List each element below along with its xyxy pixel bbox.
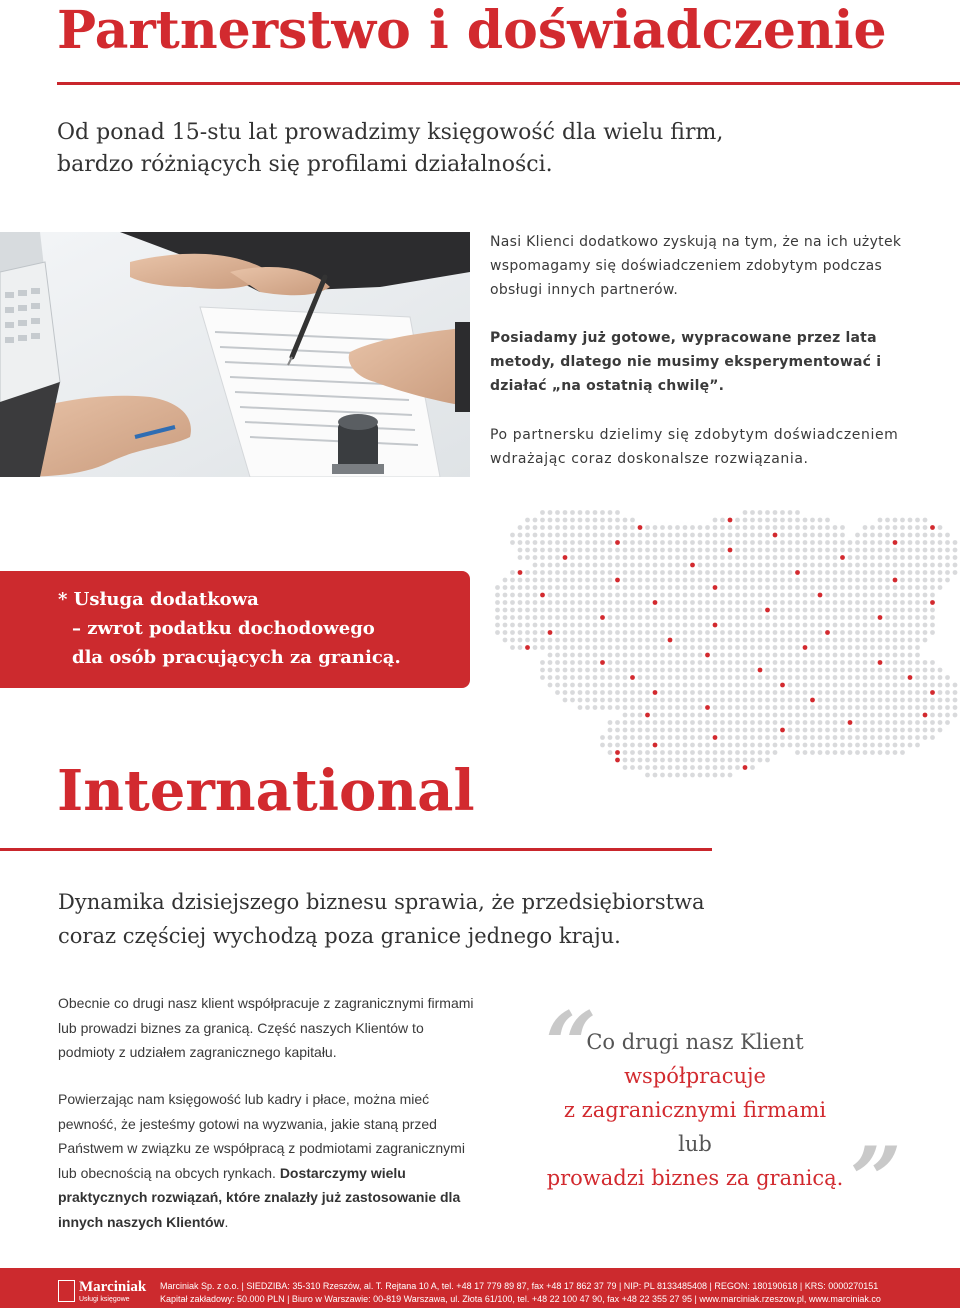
intro-line-2: bardzo różniących się profilami działalności. [57,152,553,177]
intro-line-1: Od ponad 15-stu lat prowadzimy księgowość dla wielu firm, [57,120,724,145]
intro-text [57,117,757,181]
section-underline [0,848,712,851]
international-body-2 [58,1087,476,1234]
logo-name: Marciniak [79,1279,147,1295]
lead-line-1: Dynamika dzisiejszego biznesu sprawia, że przedsiębiorstwa [58,890,705,914]
section-title-international: International [57,758,475,824]
page-title: Partnerstwo i doświadczenie [57,0,887,61]
business-handshake-photo [0,232,470,477]
quote-open-mark-icon: “ [545,992,597,1098]
partnership-paragraph-1: Nasi Klienci dodatkowo zyskują na tym, że na ich użytek wspomagamy się doświadczeniem zdobytym podczas obsługi innych partnerów. [490,234,902,298]
quote-line-5: prowadzi biznes za granicą. [546,1166,844,1190]
international-body-1: Obecnie co drugi nasz klient współpracuje z zagranicznymi firmami lub prowadzi biznes za granicą. Część naszych Klientów to podmioty z udziałem zagranicznego kapitału. [58,995,474,1060]
banner-line-3: dla osób pracujących za granicą. [72,647,401,668]
banner-line-1: * Usługa dodatkowa [58,589,259,610]
pull-quote [520,1025,870,1195]
quote-line-1: Co drugi nasz Klient [586,1030,804,1054]
partnership-paragraph-3: Po partnersku dzielimy się zdobytym doświadczeniem wdrażając coraz doskonalsze rozwiązania. [490,427,899,467]
international-lead [58,885,748,953]
logo-icon [58,1280,75,1302]
footer-office-info: Kapitał zakładowy: 50.000 PLN | Biuro w Warszawie: 00-819 Warszawa, ul. Złota 61/100, tel. +48 22 100 47 90, fax +48 22 355 27 95 | www.marciniak.rzeszow.pl, www.marciniak.co [160,1294,881,1304]
body-2-end: . [224,1213,229,1230]
footer-company-info: Marciniak Sp. z o.o. | SIEDZIBA: 35-310 Rzeszów, al. T. Rejtana 10 A, tel. +48 17 779 89 87, fax +48 17 862 37 79 | NIP: PL 8133485408 | REGON: 180190618 | KRS: 0000270151 [160,1281,879,1291]
lead-line-2: coraz częściej wychodzą poza granice jednego kraju. [58,924,621,948]
world-dot-map [470,500,960,880]
photo-illustration [0,232,470,477]
logo-subtitle: Usługi księgowe [79,1296,130,1303]
title-underline [57,82,960,85]
quote-line-4: lub [678,1132,712,1156]
banner-line-2: – zwrot podatku dochodowego [72,618,375,639]
partnership-paragraph-2: Posiadamy już gotowe, wypracowane przez lata metody, dlatego nie musimy eksperymentować i działać „na ostatnią chwilę”. [490,330,882,394]
body-2-regular: Powierzając nam księgowość lub kadry i płace, można mieć pewność, że jesteśmy gotowi na wyzwania, jakie staną przed Państwem w związku ze współpracą z podmiotami zagranicznymi lub obecnością na obcych rynkach. [58,1091,465,1181]
body-2-bold: Dostarczymy wielu praktycznych rozwiązań, które znalazły już zastosowanie dla innych naszych Klientów [58,1164,461,1230]
quote-close-mark-icon: ” [850,1127,902,1233]
quote-line-3: z zagranicznymi firmami [563,1098,827,1122]
additional-service-text [58,585,458,672]
quote-line-2: współpracuje [624,1064,766,1088]
